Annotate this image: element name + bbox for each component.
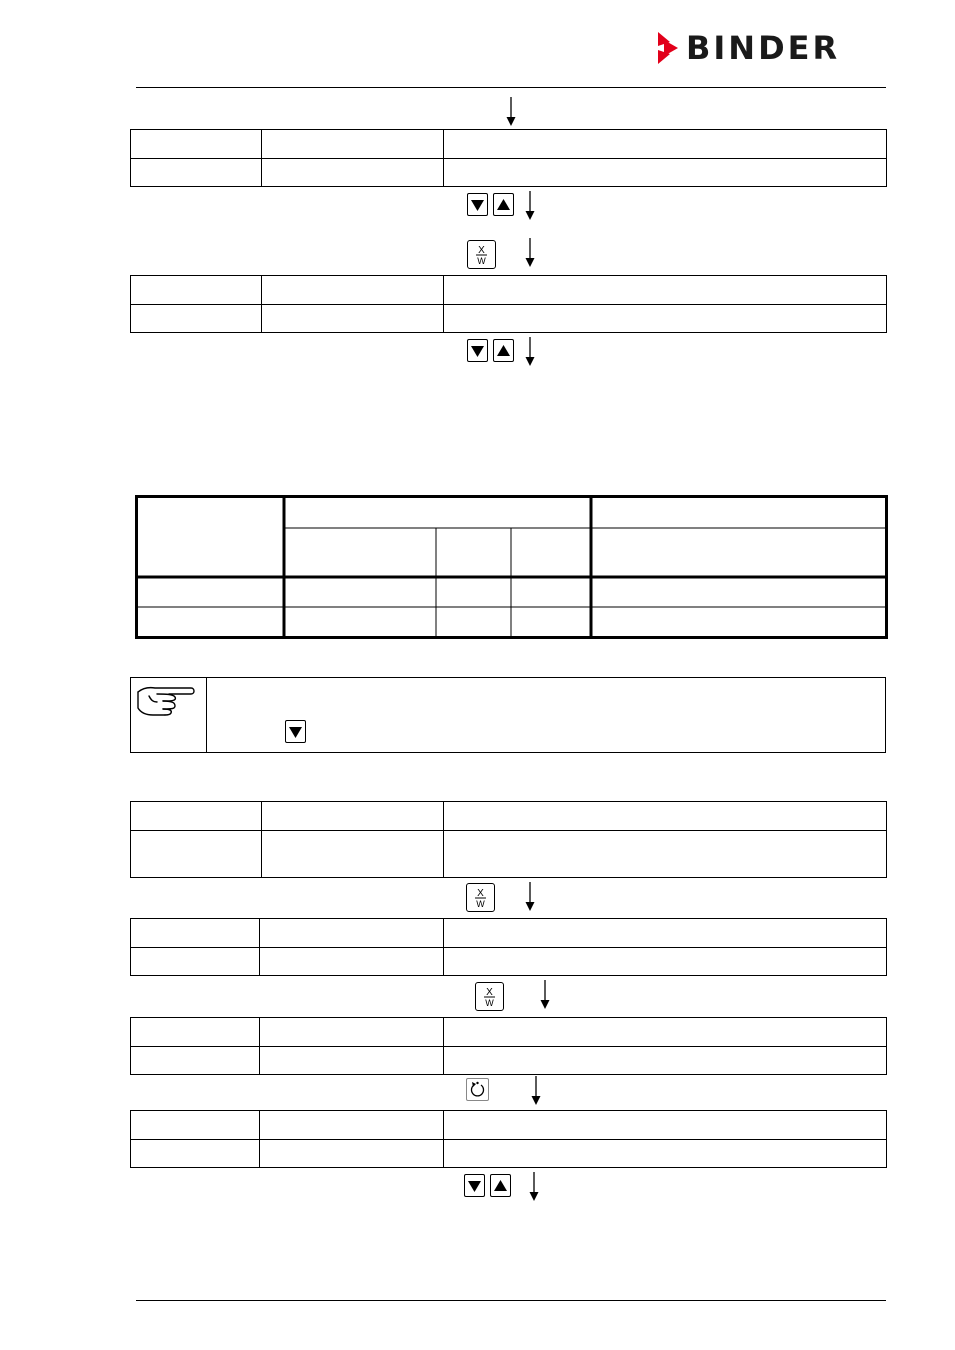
down-arrow-key-icon[interactable] — [467, 193, 488, 216]
table-cell — [260, 1140, 444, 1168]
down-flow-arrow-icon — [524, 337, 536, 367]
table-cell — [131, 276, 262, 305]
display-table-3 — [130, 801, 887, 878]
pointing-hand-icon — [135, 682, 197, 722]
table-cell — [262, 130, 444, 159]
table-cell — [262, 159, 444, 187]
table-cell — [260, 1111, 444, 1140]
table-cell — [131, 1140, 260, 1168]
binder-logo — [656, 30, 840, 66]
table-cell — [444, 1018, 887, 1047]
binder-logo-mark-icon — [656, 30, 680, 66]
down-flow-arrow-icon — [524, 238, 536, 268]
table-cell — [262, 305, 444, 333]
table-cell — [444, 948, 887, 976]
down-flow-arrow-icon — [524, 191, 536, 221]
table-cell — [262, 831, 444, 878]
table-cell — [444, 130, 887, 159]
down-flow-arrow-icon — [530, 1076, 542, 1106]
table-cell — [131, 1047, 260, 1075]
table-cell — [444, 1047, 887, 1075]
table-cell — [131, 130, 262, 159]
down-arrow-key-icon[interactable] — [467, 339, 488, 362]
table-cell — [260, 1047, 444, 1075]
up-arrow-key-icon[interactable] — [493, 339, 514, 362]
svg-text:W: W — [485, 998, 494, 1008]
display-table-6 — [130, 1110, 887, 1168]
note-divider — [206, 678, 207, 752]
header-rule — [136, 87, 886, 88]
down-flow-arrow-icon — [539, 980, 551, 1010]
table-cell — [444, 802, 887, 831]
table-cell — [262, 802, 444, 831]
down-flow-arrow-icon — [524, 882, 536, 912]
svg-text:X: X — [486, 987, 493, 998]
table-cell — [131, 1018, 260, 1047]
table-cell — [131, 919, 260, 948]
table-cell — [260, 919, 444, 948]
footer-rule — [136, 1300, 886, 1301]
table-cell — [444, 1111, 887, 1140]
parameter-table-grid — [135, 495, 888, 639]
display-table-4 — [130, 918, 887, 976]
table-cell — [444, 276, 887, 305]
table-cell — [131, 305, 262, 333]
brand-name: BINDER — [686, 29, 841, 67]
table-cell — [262, 276, 444, 305]
note-box — [130, 677, 886, 753]
up-arrow-key-icon[interactable] — [490, 1174, 511, 1197]
table-cell — [131, 948, 260, 976]
xw-key-icon[interactable] — [467, 240, 496, 269]
table-cell — [131, 831, 262, 878]
svg-text:W: W — [477, 256, 486, 266]
down-arrow-key-icon[interactable] — [285, 720, 306, 743]
display-table-5 — [130, 1017, 887, 1075]
svg-text:W: W — [476, 899, 485, 909]
display-table-1 — [130, 129, 887, 187]
table-cell — [444, 159, 887, 187]
table-cell — [444, 919, 887, 948]
down-flow-arrow-icon — [505, 97, 517, 127]
svg-text:X: X — [477, 888, 484, 899]
reset-key-icon[interactable] — [466, 1078, 489, 1101]
table-cell — [444, 831, 887, 878]
table-cell — [131, 1111, 260, 1140]
xw-key-icon[interactable] — [475, 982, 504, 1011]
down-flow-arrow-icon — [528, 1172, 540, 1202]
up-arrow-key-icon[interactable] — [493, 193, 514, 216]
table-cell — [260, 948, 444, 976]
xw-key-icon[interactable] — [466, 883, 495, 912]
svg-text:X: X — [478, 245, 485, 256]
table-cell — [131, 159, 262, 187]
table-cell — [131, 802, 262, 831]
table-cell — [260, 1018, 444, 1047]
parameter-table — [135, 495, 888, 639]
down-arrow-key-icon[interactable] — [464, 1174, 485, 1197]
table-cell — [444, 1140, 887, 1168]
table-cell — [444, 305, 887, 333]
display-table-2 — [130, 275, 887, 333]
